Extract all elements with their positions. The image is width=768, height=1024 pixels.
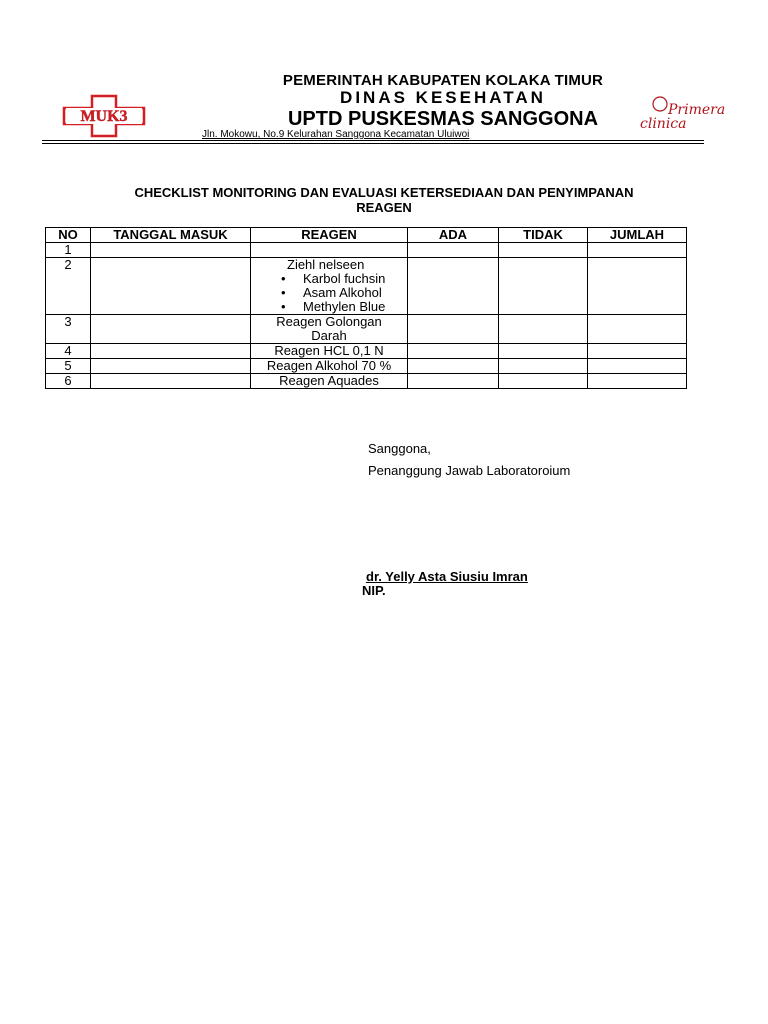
- signatory-nip: NIP.: [362, 583, 386, 598]
- checklist-table: [45, 227, 687, 389]
- cell-jumlah: [588, 315, 687, 344]
- cell-no: 2: [46, 258, 91, 315]
- cell-tidak: [499, 258, 588, 315]
- department-header: DINAS KESEHATAN: [340, 88, 546, 107]
- document-title-line2: REAGEN: [356, 200, 412, 215]
- reagen-group-name: Ziehl nelseen: [287, 257, 365, 272]
- cell-tanggal: [91, 344, 251, 359]
- cell-reagen: Reagen Aquades: [251, 374, 408, 389]
- reagen-sublist: [253, 272, 405, 314]
- cell-jumlah: [588, 374, 687, 389]
- table-row: [46, 359, 687, 374]
- cell-tanggal: [91, 315, 251, 344]
- cell-ada: [408, 258, 499, 315]
- cell-ada: [408, 315, 499, 344]
- cell-no: 6: [46, 374, 91, 389]
- cell-no: 5: [46, 359, 91, 374]
- column-header-tanggal-masuk: TANGGAL MASUK: [91, 228, 251, 243]
- clinica-logo-text: clinica: [640, 116, 687, 132]
- column-header-ada: ADA: [408, 228, 499, 243]
- cell-tidak: [499, 359, 588, 374]
- signature-place: Sanggona,: [368, 441, 431, 456]
- column-header-tidak: TIDAK: [499, 228, 588, 243]
- cell-ada: [408, 359, 499, 374]
- table-header-row: [46, 228, 687, 243]
- cell-reagen: [251, 243, 408, 258]
- cell-tidak: [499, 344, 588, 359]
- cell-tanggal: [91, 258, 251, 315]
- cell-tidak: [499, 315, 588, 344]
- table-row: [46, 344, 687, 359]
- cell-reagen: Reagen Golongan Darah: [251, 315, 408, 344]
- column-header-jumlah: JUMLAH: [588, 228, 687, 243]
- cell-reagen: Reagen Alkohol 70 %: [251, 359, 408, 374]
- list-item: • Asam Alkohol: [281, 286, 405, 300]
- cell-reagen: [251, 258, 408, 315]
- cell-tidak: [499, 374, 588, 389]
- cell-ada: [408, 243, 499, 258]
- header-divider-thin: [42, 143, 704, 144]
- header-address: Jln. Mokowu, No.9 Kelurahan Sanggona Kecamatan Uluiwoi: [202, 129, 470, 140]
- cell-reagen: Reagen HCL 0,1 N: [251, 344, 408, 359]
- cell-jumlah: [588, 258, 687, 315]
- cell-jumlah: [588, 243, 687, 258]
- list-item: • Karbol fuchsin: [281, 272, 405, 286]
- table-row: [46, 374, 687, 389]
- table-row: [46, 243, 687, 258]
- cell-tanggal: [91, 374, 251, 389]
- cell-ada: [408, 344, 499, 359]
- primera-logo-text: Primera: [668, 102, 726, 118]
- column-header-reagen: REAGEN: [251, 228, 408, 243]
- institution-header: UPTD PUSKESMAS SANGGONA: [287, 108, 599, 130]
- document-title-line1: CHECKLIST MONITORING DAN EVALUASI KETERSEDIAAN DAN PENYIMPANAN: [134, 185, 634, 200]
- government-header: PEMERINTAH KABUPATEN KOLAKA TIMUR: [282, 72, 604, 89]
- table-row: [46, 315, 687, 344]
- table-row: [46, 258, 687, 315]
- signatory-name: dr. Yelly Asta Siusiu Imran: [366, 569, 528, 584]
- header-divider: [42, 140, 704, 141]
- cell-ada: [408, 374, 499, 389]
- muk3-logo: [62, 94, 146, 138]
- cell-jumlah: [588, 344, 687, 359]
- cell-tanggal: [91, 243, 251, 258]
- cell-jumlah: [588, 359, 687, 374]
- muk3-logo-text: MUK3: [80, 108, 128, 125]
- cell-no: 3: [46, 315, 91, 344]
- cell-no: 1: [46, 243, 91, 258]
- column-header-no: NO: [46, 228, 91, 243]
- signature-role: Penanggung Jawab Laboratoroium: [368, 463, 571, 478]
- cell-tanggal: [91, 359, 251, 374]
- list-item: • Methylen Blue: [281, 300, 405, 314]
- cell-no: 4: [46, 344, 91, 359]
- cell-tidak: [499, 243, 588, 258]
- document-title: [60, 185, 708, 215]
